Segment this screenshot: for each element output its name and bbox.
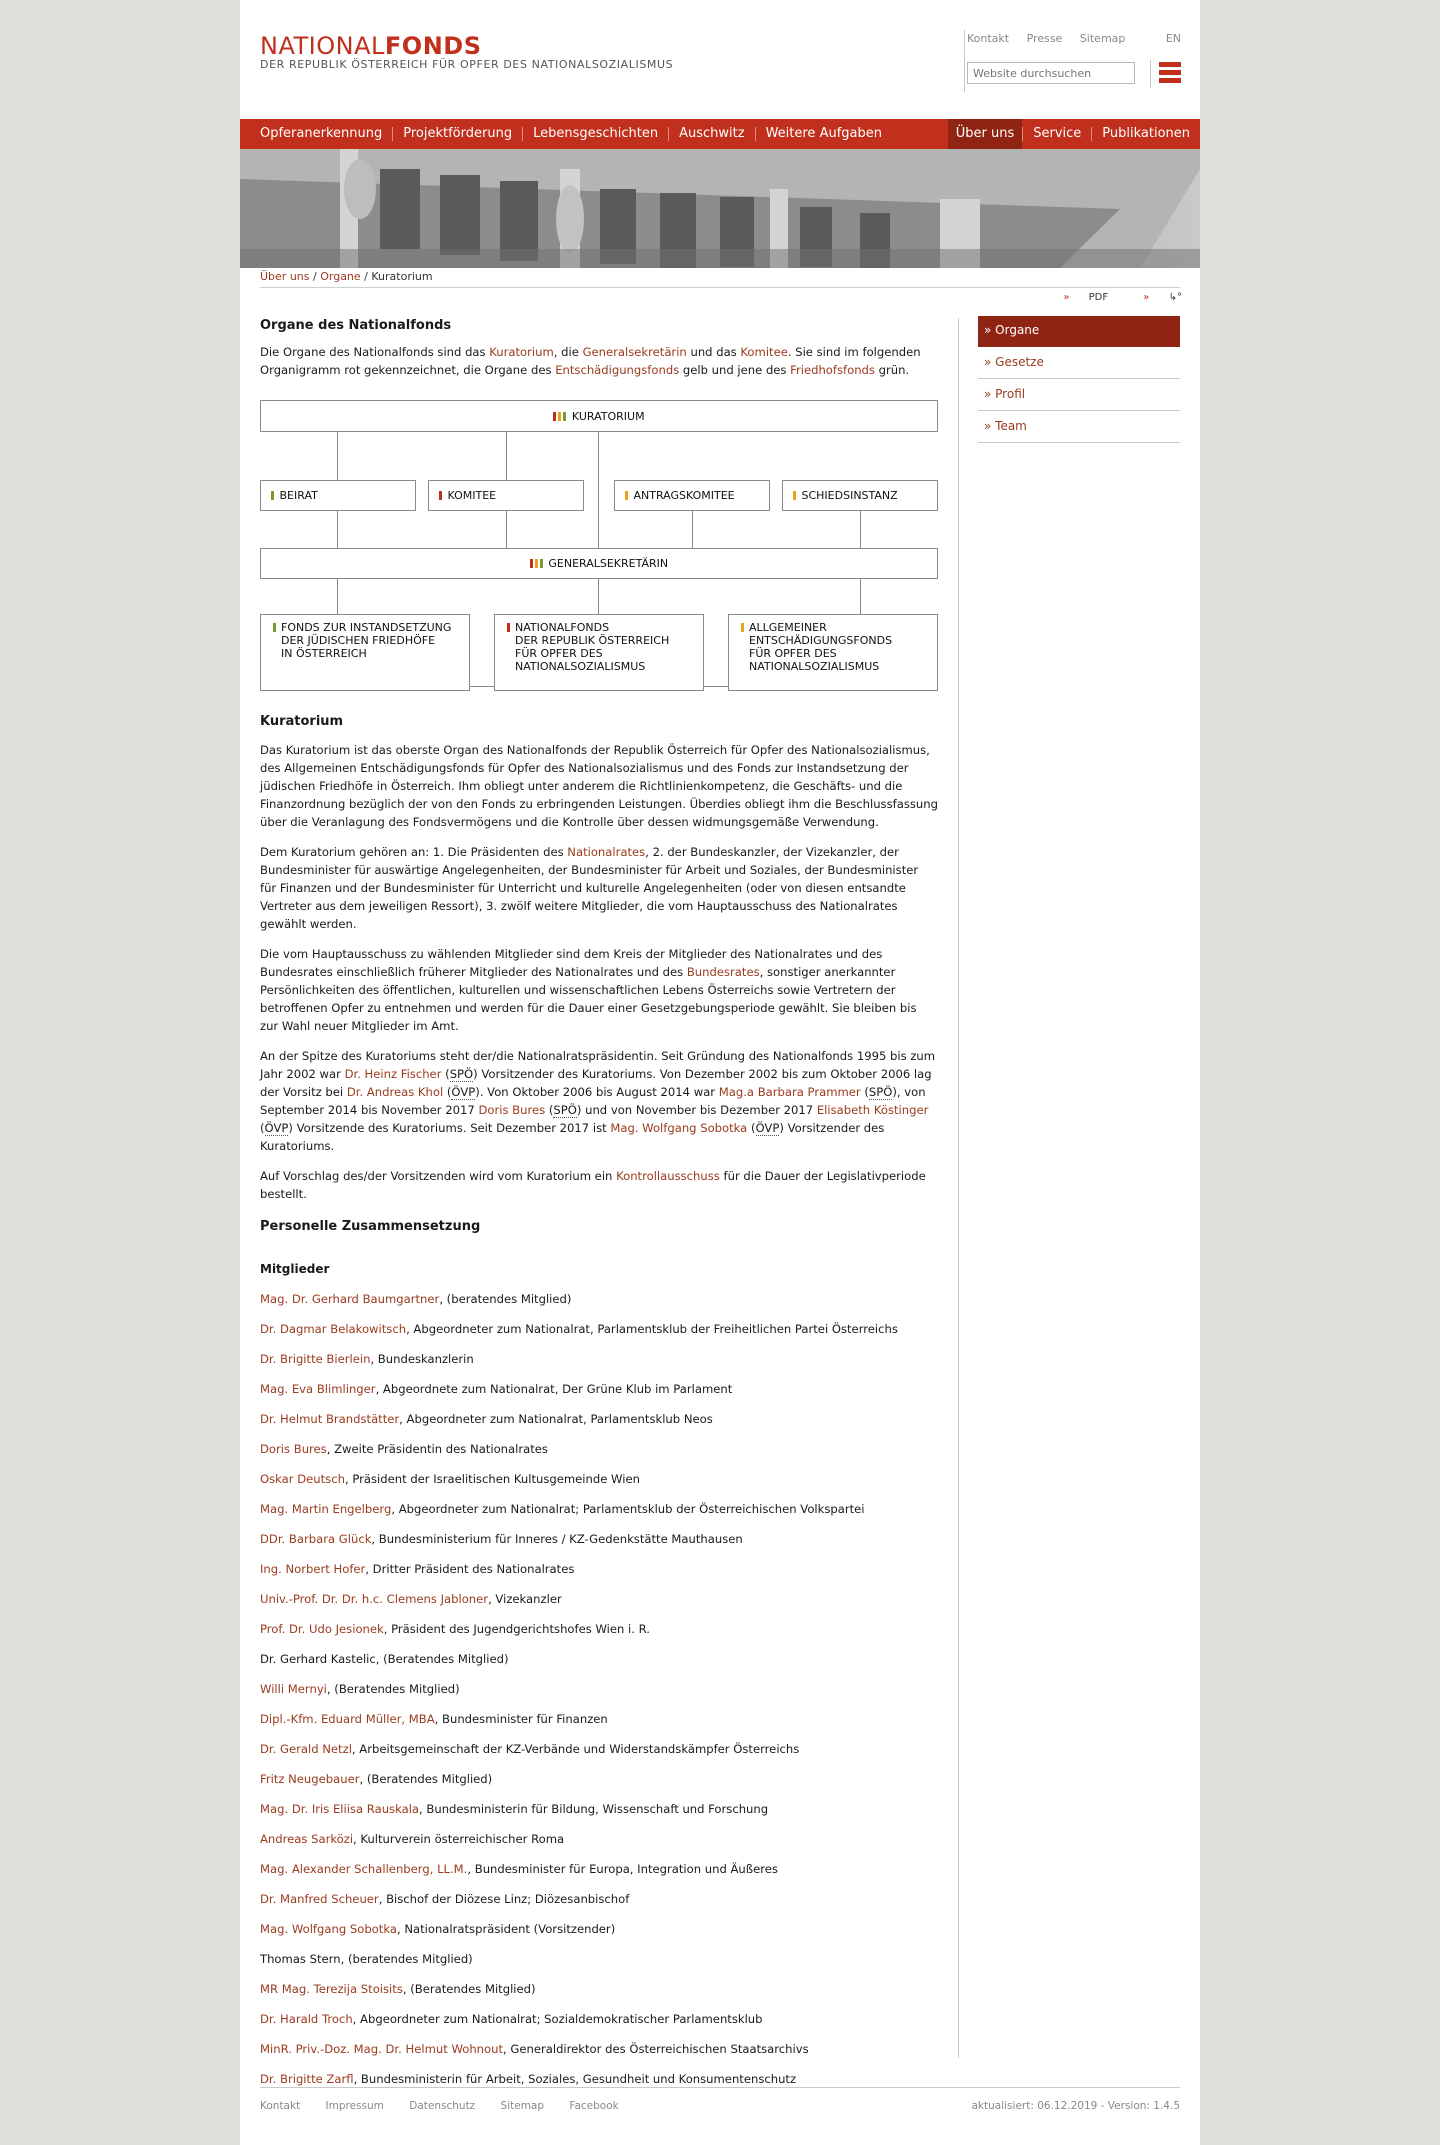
member-name[interactable]: Dr. Brigitte Zarfl bbox=[260, 2072, 354, 2086]
footer-link-impressum[interactable]: Impressum bbox=[325, 2100, 384, 2112]
share-link[interactable] bbox=[1127, 292, 1182, 303]
nav-item-service[interactable]: Service bbox=[1022, 127, 1091, 141]
nav-item-auschwitz[interactable]: Auschwitz bbox=[668, 127, 754, 141]
column-divider bbox=[958, 318, 959, 2058]
list-item bbox=[260, 1680, 938, 1698]
section-title-kuratorium: Kuratorium bbox=[260, 714, 344, 729]
member-name[interactable]: MinR. Priv.-Doz. Mag. Dr. Helmut Wohnout bbox=[260, 2042, 504, 2056]
kuratorium-paragraph-3: Die vom Hauptausschuss zu wählenden Mitglieder sind dem Kreis der Mitglieder des Nationalrates und des Bundesrates einschließlich früherer Mitglieder des Nationalrates und des Bundesrates, sonstiger anerkannter Persönlichkeiten des öffentlichen, kulturellen und wissenschaftlichen Lebens Österreichs sowie Vertretern der betroffenen Opfer zu entnehmen und werden für die Dauer einer Gesetzgebungsperiode gewählt. Sie bleiben bis zur Wahl neuer Mitglieder im Amt. bbox=[260, 947, 917, 1033]
org-box-antragskomitee[interactable]: ANTRAGSKOMITEE bbox=[614, 480, 770, 511]
list-item bbox=[260, 2040, 938, 2058]
member-role: , Kulturverein österreichischer Roma bbox=[353, 1832, 565, 1846]
pdf-label: PDF bbox=[1088, 292, 1109, 303]
member-role: , Bischof der Diözese Linz; Diözesanbischof bbox=[378, 1892, 630, 1906]
list-item bbox=[260, 1410, 938, 1428]
nav-item-weitere-aufgaben[interactable]: Weitere Aufgaben bbox=[755, 127, 892, 141]
member-name[interactable]: Mag. Alexander Schallenberg, LL.M. bbox=[260, 1862, 468, 1876]
breadcrumb-separator: / bbox=[313, 270, 317, 283]
divider bbox=[260, 2087, 1180, 2088]
member-role: , Arbeitsgemeinschaft der KZ-Verbände und Widerstandskämpfer Österreichs bbox=[351, 1742, 800, 1756]
footer-link-sitemap[interactable]: Sitemap bbox=[500, 2100, 545, 2112]
member-name[interactable]: Dr. Brigitte Bierlein bbox=[260, 1352, 371, 1366]
member-name[interactable]: DDr. Barbara Glück bbox=[260, 1532, 372, 1546]
members-list bbox=[260, 1290, 938, 2088]
sidebar-item-gesetze[interactable]: » Gesetze bbox=[978, 348, 1180, 379]
organigram bbox=[260, 400, 938, 700]
member-role: , (Beratendes Mitglied) bbox=[402, 1982, 536, 1996]
nav-item-ueber-uns[interactable]: Über uns bbox=[948, 119, 1023, 149]
member-name[interactable]: Dipl.-Kfm. Eduard Müller, MBA bbox=[260, 1712, 435, 1726]
kuratorium-paragraph-1: Das Kuratorium ist das oberste Organ des Nationalfonds der Republik Österreich für Opfer des Nationalsozialismus, des Allgemeinen Entschädigungsfonds für Opfer des Nationalsozialismus und des Fonds zur Instandsetzung der jüdischen Friedhöfe in Österreich. Ihm obliegt unter anderem die Richtlinienkompetenz, die Geschäfts- und die Finanzordnung bezüglich der von den Fonds zu erbringenden Leistungen. Überdies obliegt ihm die Beschlussfassung über die Veranlagung des Fondsvermögens und die Kontrolle über dessen widmungsgemäße Verwendung. bbox=[260, 743, 938, 829]
footer-links bbox=[260, 2100, 641, 2112]
member-name[interactable]: Mag. Martin Engelberg bbox=[260, 1502, 392, 1516]
list-item bbox=[260, 1650, 938, 1668]
header-banner-image bbox=[240, 149, 1200, 268]
list-item bbox=[260, 1980, 938, 1998]
member-role: , Bundesminister für Finanzen bbox=[434, 1712, 608, 1726]
pdf-link[interactable] bbox=[1047, 292, 1108, 303]
link-nationalrates[interactable]: Nationalrates bbox=[567, 845, 646, 859]
utility-links bbox=[967, 32, 1139, 45]
link-generalsekretaerin[interactable]: Generalsekretärin bbox=[582, 345, 687, 359]
member-name[interactable]: Dr. Manfred Scheuer bbox=[260, 1892, 379, 1906]
member-name[interactable]: Univ.-Prof. Dr. Dr. h.c. Clemens Jabloner bbox=[260, 1592, 489, 1606]
section-title-personelle-zusammensetzung: Personelle Zusammensetzung bbox=[260, 1219, 481, 1234]
member-name[interactable]: Mag. Wolfgang Sobotka bbox=[260, 1922, 397, 1936]
list-item bbox=[260, 1950, 938, 1968]
chevron-right-icon: » bbox=[1063, 292, 1070, 303]
org-box-komitee[interactable]: KOMITEE bbox=[428, 480, 584, 511]
breadcrumb-current: Kuratorium bbox=[371, 270, 433, 283]
list-item bbox=[260, 1470, 938, 1488]
org-box-entschaedigungsfonds[interactable]: ALLGEMEINER ENTSCHÄDIGUNGSFONDS FÜR OPFER DES NATIONALSOZIALISMUS bbox=[728, 614, 938, 691]
member-name[interactable]: Ing. Norbert Hofer bbox=[260, 1562, 366, 1576]
list-item bbox=[260, 1920, 938, 1938]
list-item bbox=[260, 1890, 938, 1908]
member-role: , Zweite Präsidentin des Nationalrates bbox=[326, 1442, 548, 1456]
nav-item-opferanerkennung[interactable]: Opferanerkennung bbox=[260, 126, 383, 141]
member-role: , Abgeordneter zum Nationalrat, Parlamentsklub Neos bbox=[399, 1412, 713, 1426]
main-content bbox=[260, 318, 938, 2086]
language-switch-en[interactable]: EN bbox=[1165, 32, 1181, 45]
member-role: , Präsident der Israelitischen Kultusgemeinde Wien bbox=[344, 1472, 640, 1486]
footer-link-kontakt[interactable]: Kontakt bbox=[260, 2100, 301, 2112]
list-item bbox=[260, 2010, 938, 2028]
divider bbox=[260, 287, 1180, 288]
list-item bbox=[260, 1350, 938, 1368]
menu-icon[interactable] bbox=[1159, 62, 1181, 84]
breadcrumb-link-organe[interactable]: Organe bbox=[320, 270, 361, 283]
member-name[interactable]: Dr. Harald Troch bbox=[260, 2012, 353, 2026]
intro-paragraph: Die Organe des Nationalfonds sind das Kuratorium, die Generalsekretärin und das Komitee. Sie sind im folgenden Organigramm rot gekennzeichnet, die Organe des Entschädigungsfonds gelb und jene des Friedhofsfonds grün. bbox=[260, 345, 921, 377]
list-item bbox=[260, 1620, 938, 1638]
share-icon: ↳° bbox=[1168, 292, 1182, 303]
link-komitee[interactable]: Komitee bbox=[740, 345, 788, 359]
divider bbox=[1150, 60, 1151, 88]
footer-link-datenschutz[interactable]: Datenschutz bbox=[409, 2100, 476, 2112]
chevron-right-icon: » bbox=[1143, 292, 1150, 303]
member-role: , Bundeskanzlerin bbox=[370, 1352, 474, 1366]
org-box-schiedsinstanz[interactable]: SCHIEDSINSTANZ bbox=[782, 480, 938, 511]
member-name[interactable]: Doris Bures bbox=[260, 1442, 327, 1456]
kuratorium-paragraph-2: Dem Kuratorium gehören an: 1. Die Präsidenten des Nationalrates, 2. der Bundeskanzler, der Vizekanzler, der Bundesminister für auswärtige Angelegenheiten, der Bundesminister für Arbeit und Soziales, der Bundesminister für Finanzen und der Bundesminister für Unterricht und kulturelle Angelegenheiten (oder von diesen entsandte Vertreter aus dem jeweiligen Ressort), 3. zwölf weitere Mitglieder, die vom Hauptausschuss des Nationalrates gewählt werden. bbox=[260, 845, 919, 931]
sidebar-item-team[interactable]: » Team bbox=[978, 412, 1180, 443]
member-role: , Abgeordneter zum Nationalrat, Parlamentsklub der Freiheitlichen Partei Österreichs bbox=[406, 1322, 898, 1336]
header bbox=[240, 0, 1200, 120]
page-tools bbox=[1031, 292, 1182, 303]
kuratorium-paragraph-4: An der Spitze des Kuratoriums steht der/die Nationalratspräsidentin. Seit Gründung des Nationalfonds 1995 bis zum Jahr 2002 war Dr. Heinz Fischer (SPÖ) Vorsitzender des Kuratoriums. Von Dezember 2002 bis zum Oktober 2006 lag der Vorsitz bei Dr. Andreas Khol (ÖVP). Von Oktober 2006 bis August 2014 war Mag.a Barbara Prammer (SPÖ), von September 2014 bis November 2017 Doris Bures (SPÖ) und von November bis Dezember 2017 Elisabeth Köstinger (ÖVP) Vorsitzende des Kuratoriums. Seit Dezember 2017 ist Mag. Wolfgang Sobotka (ÖVP) Vorsitzender des Kuratoriums. bbox=[260, 1049, 936, 1153]
org-box-nationalfonds[interactable]: NATIONALFONDS DER REPUBLIK ÖSTERREICH FÜR OPFER DES NATIONALSOZIALISMUS bbox=[494, 614, 704, 691]
link-wolfgang-sobotka[interactable]: Mag. Wolfgang Sobotka bbox=[610, 1121, 748, 1135]
member-role: , Dritter Präsident des Nationalrates bbox=[365, 1562, 575, 1576]
breadcrumb-link-ueber-uns[interactable]: Über uns bbox=[260, 270, 310, 283]
list-item bbox=[260, 1380, 938, 1398]
member-name[interactable]: Andreas Sarközi bbox=[260, 1832, 354, 1846]
link-kontrollausschuss[interactable]: Kontrollausschuss bbox=[616, 1169, 720, 1183]
member-role: , Generaldirektor des Österreichischen Staatsarchivs bbox=[503, 2042, 809, 2056]
list-item bbox=[260, 1830, 938, 1848]
member-role: , Präsident des Jugendgerichtshofes Wien i. R. bbox=[383, 1622, 650, 1636]
member-name[interactable]: Mag. Eva Blimlinger bbox=[260, 1382, 376, 1396]
sidebar bbox=[978, 316, 1180, 444]
sidebar-item-profil[interactable]: » Profil bbox=[978, 380, 1180, 411]
org-box-kuratorium[interactable]: KURATORIUM bbox=[260, 400, 938, 432]
link-heinz-fischer[interactable]: Dr. Heinz Fischer bbox=[344, 1067, 442, 1081]
link-friedhofsfonds[interactable]: Friedhofsfonds bbox=[790, 363, 875, 377]
list-item bbox=[260, 1500, 938, 1518]
link-barbara-prammer[interactable]: Mag.a Barbara Prammer bbox=[718, 1085, 861, 1099]
version-info: aktualisiert: 06.12.2019 - Version: 1.4.5 bbox=[971, 2100, 1180, 2112]
sidebar-item-organe[interactable]: » Organe bbox=[978, 316, 1180, 347]
member-role: , (beratendes Mitglied) bbox=[439, 1292, 572, 1306]
list-item bbox=[260, 1800, 938, 1818]
member-name[interactable]: Dr. Gerald Netzl bbox=[260, 1742, 352, 1756]
page bbox=[240, 0, 1200, 2145]
section-title-mitglieder: Mitglieder bbox=[260, 1262, 330, 1276]
member-role: , Vizekanzler bbox=[488, 1592, 562, 1606]
utility-bar bbox=[964, 30, 1181, 92]
breadcrumb bbox=[260, 270, 433, 283]
link-entschaedigungsfonds[interactable]: Entschädigungsfonds bbox=[555, 363, 680, 377]
member-role: , Bundesministerin für Bildung, Wissenschaft und Forschung bbox=[419, 1802, 769, 1816]
member-name[interactable]: Mag. Dr. Iris Eliisa Rauskala bbox=[260, 1802, 420, 1816]
list-item bbox=[260, 2070, 938, 2088]
list-item bbox=[260, 1530, 938, 1548]
member-role: , Bundesministerin für Arbeit, Soziales, Gesundheit und Konsumentenschutz bbox=[353, 2072, 797, 2086]
list-item bbox=[260, 1740, 938, 1758]
search-input[interactable] bbox=[967, 62, 1135, 84]
link-elisabeth-koestinger[interactable]: Elisabeth Köstinger bbox=[816, 1103, 929, 1117]
member-name[interactable]: Oskar Deutsch bbox=[260, 1472, 345, 1486]
member-role: , (Beratendes Mitglied) bbox=[326, 1682, 460, 1696]
org-box-beirat[interactable]: BEIRAT bbox=[260, 480, 416, 511]
member-role: , Bundesministerium für Inneres / KZ-Gedenkstätte Mauthausen bbox=[371, 1532, 743, 1546]
main-nav bbox=[240, 119, 1200, 149]
link-andreas-khol[interactable]: Dr. Andreas Khol bbox=[346, 1085, 444, 1099]
nav-item-projektfoerderung[interactable]: Projektförderung bbox=[392, 127, 522, 141]
list-item bbox=[260, 1710, 938, 1728]
member-name[interactable]: Dr. Helmut Brandstätter bbox=[260, 1412, 400, 1426]
footer-link-facebook[interactable]: Facebook bbox=[569, 2100, 619, 2112]
member-role: , Abgeordnete zum Nationalrat, Der Grüne Klub im Parlament bbox=[375, 1382, 733, 1396]
link-doris-bures[interactable]: Doris Bures bbox=[478, 1103, 546, 1117]
nav-item-publikationen[interactable]: Publikationen bbox=[1091, 127, 1200, 141]
member-role: , Abgeordneter zum Nationalrat; Sozialdemokratischer Parlamentsklub bbox=[352, 2012, 763, 2026]
member-role: , Bundesminister für Europa, Integration und Äußeres bbox=[467, 1862, 778, 1876]
list-item bbox=[260, 1590, 938, 1608]
link-kuratorium[interactable]: Kuratorium bbox=[489, 345, 554, 359]
member-role: , (Beratendes Mitglied) bbox=[359, 1772, 493, 1786]
member-name[interactable]: Prof. Dr. Udo Jesionek bbox=[260, 1622, 384, 1636]
member-name[interactable]: Fritz Neugebauer bbox=[260, 1772, 360, 1786]
member-role: , Nationalratspräsident (Vorsitzender) bbox=[396, 1922, 616, 1936]
list-item bbox=[260, 1770, 938, 1788]
logo-bold: FONDS bbox=[384, 32, 482, 60]
breadcrumb-separator: / bbox=[364, 270, 368, 283]
list-item bbox=[260, 1290, 938, 1308]
member-name[interactable]: MR Mag. Terezija Stoisits bbox=[260, 1982, 403, 1996]
member-role: , Abgeordneter zum Nationalrat; Parlamentsklub der Österreichischen Volkspartei bbox=[391, 1502, 865, 1516]
logo[interactable] bbox=[260, 32, 481, 60]
member-name[interactable]: Willi Mernyi bbox=[260, 1682, 327, 1696]
org-box-friedhofsfonds[interactable]: FONDS ZUR INSTANDSETZUNG DER JÜDISCHEN FRIEDHÖFE IN ÖSTERREICH bbox=[260, 614, 470, 691]
member-name[interactable]: Mag. Dr. Gerhard Baumgartner bbox=[260, 1292, 440, 1306]
org-box-generalsekretaerin[interactable]: GENERALSEKRETÄRIN bbox=[260, 548, 938, 579]
list-item bbox=[260, 1560, 938, 1578]
member-role: , (beratendes Mitglied) bbox=[340, 1952, 473, 1966]
list-item bbox=[260, 1860, 938, 1878]
member-name[interactable]: Dr. Dagmar Belakowitsch bbox=[260, 1322, 407, 1336]
list-item bbox=[260, 1440, 938, 1458]
page-title: Organe des Nationalfonds bbox=[260, 318, 452, 333]
kuratorium-paragraph-5: Auf Vorschlag des/der Vorsitzenden wird vom Kuratorium ein Kontrollausschuss für die Dauer der Legislativperiode bestellt. bbox=[260, 1169, 926, 1201]
nav-item-lebensgeschichten[interactable]: Lebensgeschichten bbox=[522, 127, 668, 141]
util-link-kontakt[interactable]: Kontakt bbox=[967, 32, 1010, 45]
member-name: Thomas Stern bbox=[260, 1952, 341, 1966]
logo-light: NATIONAL bbox=[260, 32, 385, 60]
util-link-presse[interactable]: Presse bbox=[1026, 32, 1063, 45]
list-item bbox=[260, 1320, 938, 1338]
link-bundesrates[interactable]: Bundesrates bbox=[686, 965, 760, 979]
util-link-sitemap[interactable]: Sitemap bbox=[1079, 32, 1126, 45]
logo-subtitle: DER REPUBLIK ÖSTERREICH FÜR OPFER DES NATIONALSOZIALISMUS bbox=[260, 58, 674, 71]
member-role: , (Beratendes Mitglied) bbox=[375, 1652, 509, 1666]
member-name: Dr. Gerhard Kastelic bbox=[260, 1652, 376, 1666]
